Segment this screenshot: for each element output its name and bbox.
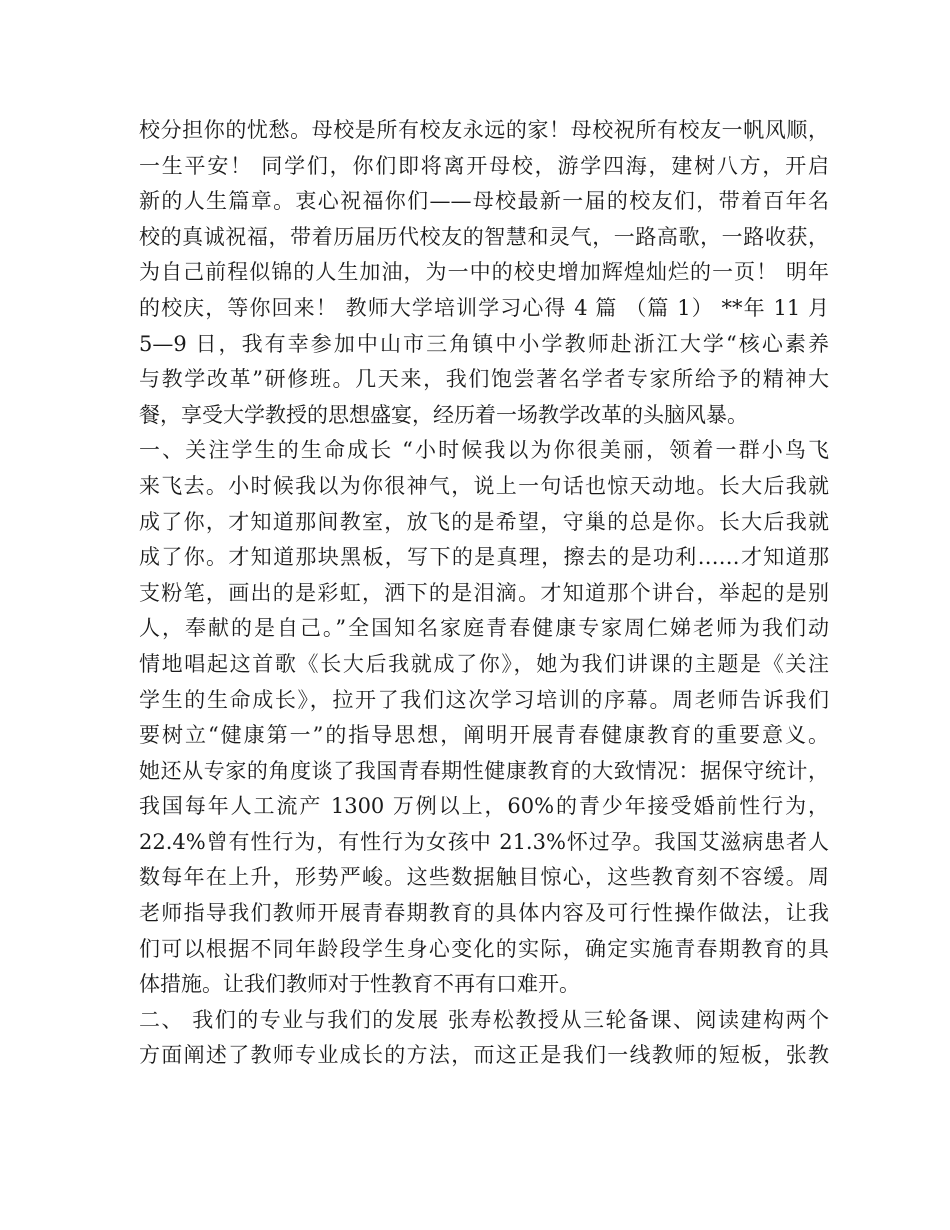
text-line: 学生的生命成长》，拉开了我们这次学习培训的序幕。周老师告诉我们 bbox=[139, 687, 829, 712]
text-line: 数每年在上升，形势严峻。这些数据触目惊心，这些教育刻不容缓。周 bbox=[139, 865, 829, 890]
text-line: 22.4%曾有性行为，有性行为女孩中 21.3%怀过孕。我国艾滋病患者人 bbox=[139, 829, 829, 854]
text-line: 5—9 日，我有幸参加中山市三角镇中小学教师赴浙江大学“核心素养 bbox=[139, 331, 829, 356]
text-line: 我国每年人工流产 1300 万例以上，60%的青少年接受婚前性行为， bbox=[139, 794, 829, 819]
text-line: 餐，享受大学教授的思想盛宴，经历着一场教学改革的头脑风暴。 bbox=[139, 402, 748, 427]
text-line: 她还从专家的角度谈了我国青春期性健康教育的大致情况：据保守统计， bbox=[139, 758, 829, 783]
text-line: 成了你。才知道那块黑板，写下的是真理，擦去的是功利……才知道那 bbox=[139, 545, 829, 570]
text-line: 老师指导我们教师开展青春期教育的具体内容及可行性操作做法，让我 bbox=[139, 901, 829, 926]
text-line: 情地唱起这首歌《长大后我就成了你》，她为我们讲课的主题是《关注 bbox=[139, 651, 829, 676]
text-line: 支粉笔，画出的是彩虹，洒下的是泪滴。才知道那个讲台，举起的是别 bbox=[139, 580, 829, 605]
text-line: 的校庆，等你回来！ 教师大学培训学习心得 4 篇 （篇 1） **年 11 月 bbox=[139, 295, 829, 320]
text-line: 与教学改革”研修班。几天来，我们饱尝著名学者专家所给予的精神大 bbox=[139, 367, 829, 392]
text-line: 要树立“健康第一”的指导思想，阐明开展青春健康教育的重要意义。 bbox=[139, 723, 829, 748]
text-line: 成了你，才知道那间教室，放飞的是希望，守巢的总是你。长大后我就 bbox=[139, 509, 829, 534]
text-line: 们可以根据不同年龄段学生身心变化的实际，确定实施青春期教育的具 bbox=[139, 936, 829, 961]
text-line: 新的人生篇章。衷心祝福你们——母校最新一届的校友们，带着百年名 bbox=[139, 189, 829, 214]
document-body bbox=[139, 113, 829, 1074]
text-line: 体措施。让我们教师对于性教育不再有口难开。 bbox=[139, 972, 580, 997]
text-line: 一生平安！ 同学们，你们即将离开母校，游学四海，建树八方，开启 bbox=[139, 153, 829, 178]
text-line: 为自己前程似锦的人生加油，为一中的校史增加辉煌灿烂的一页！ 明年 bbox=[139, 260, 829, 285]
text-line: 校的真诚祝福，带着历届历代校友的智慧和灵气，一路高歌，一路收获， bbox=[139, 224, 829, 249]
text-line: 一、关注学生的生命成长 “小时候我以为你很美丽，领着一群小鸟飞 bbox=[139, 438, 829, 463]
text-line: 二、 我们的专业与我们的发展 张寿松教授从三轮备课、阅读建构两个 bbox=[139, 1007, 829, 1032]
text-line: 校分担你的忧愁。母校是所有校友永远的家！母校祝所有校友一帆风顺， bbox=[139, 118, 829, 142]
text-line: 来飞去。小时候我以为你很神气，说上一句话也惊天动地。长大后我就 bbox=[139, 473, 829, 498]
text-line: 方面阐述了教师专业成长的方法，而这正是我们一线教师的短板，张教 bbox=[139, 1043, 829, 1068]
text-line: 人，奉献的是自己。”全国知名家庭青春健康专家周仁娣老师为我们动 bbox=[139, 616, 829, 641]
